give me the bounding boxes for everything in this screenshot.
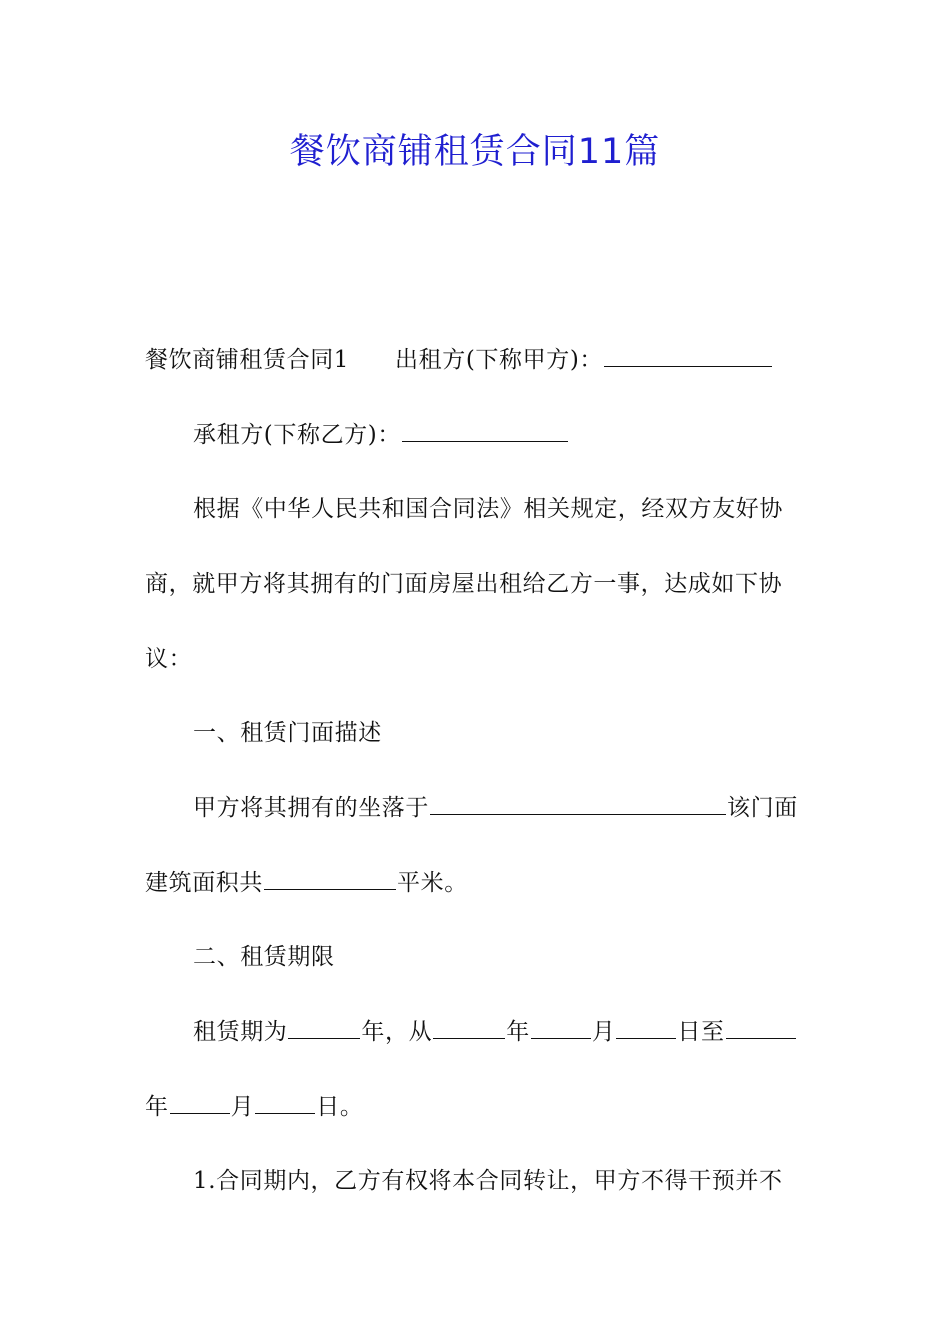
paragraph-line: 商，就甲方将其拥有的门面房屋出租给乙方一事，达成如下协: [145, 571, 783, 597]
start-month-blank: [531, 1016, 591, 1039]
section-heading: 二、租赁期限: [193, 944, 335, 970]
term-line: 租赁期为 年，从 年 月 日至: [145, 1015, 815, 1049]
term-end-line: 年 月 日。: [145, 1090, 815, 1124]
years-blank: [288, 1016, 360, 1039]
end-year-blank: [726, 1016, 796, 1039]
end-month-blank: [170, 1091, 230, 1114]
section-heading: 一、租赁门面描述: [193, 720, 382, 746]
area-blank: [264, 867, 396, 890]
start-day-blank: [616, 1016, 676, 1039]
contract-number-label: 餐饮商铺租赁合同1: [145, 347, 350, 373]
contract-heading-line: [145, 343, 815, 377]
start-year-blank: [433, 1016, 505, 1039]
lessee-blank: [402, 419, 568, 442]
area-line: 建筑面积共 平米。: [145, 866, 815, 900]
document-title: 餐饮商铺租赁合同11篇: [289, 132, 661, 172]
lessor-blank: [604, 344, 772, 367]
paragraph-line: 议：: [145, 646, 193, 672]
paragraph-line: 根据《中华人民共和国合同法》相关规定，经双方友好协: [193, 496, 783, 522]
lessee-label: 承租方(下称乙方)：: [193, 422, 401, 448]
lessor-label: 出租方(下称甲方)：: [395, 347, 603, 373]
location-line: 甲方将其拥有的坐落于 该门面: [145, 791, 815, 825]
end-day-blank: [255, 1091, 315, 1114]
clause-line: 1.合同期内，乙方有权将本合同转让，甲方不得干预并不: [193, 1168, 783, 1194]
lessee-line: [145, 418, 815, 452]
location-blank: [430, 792, 726, 815]
